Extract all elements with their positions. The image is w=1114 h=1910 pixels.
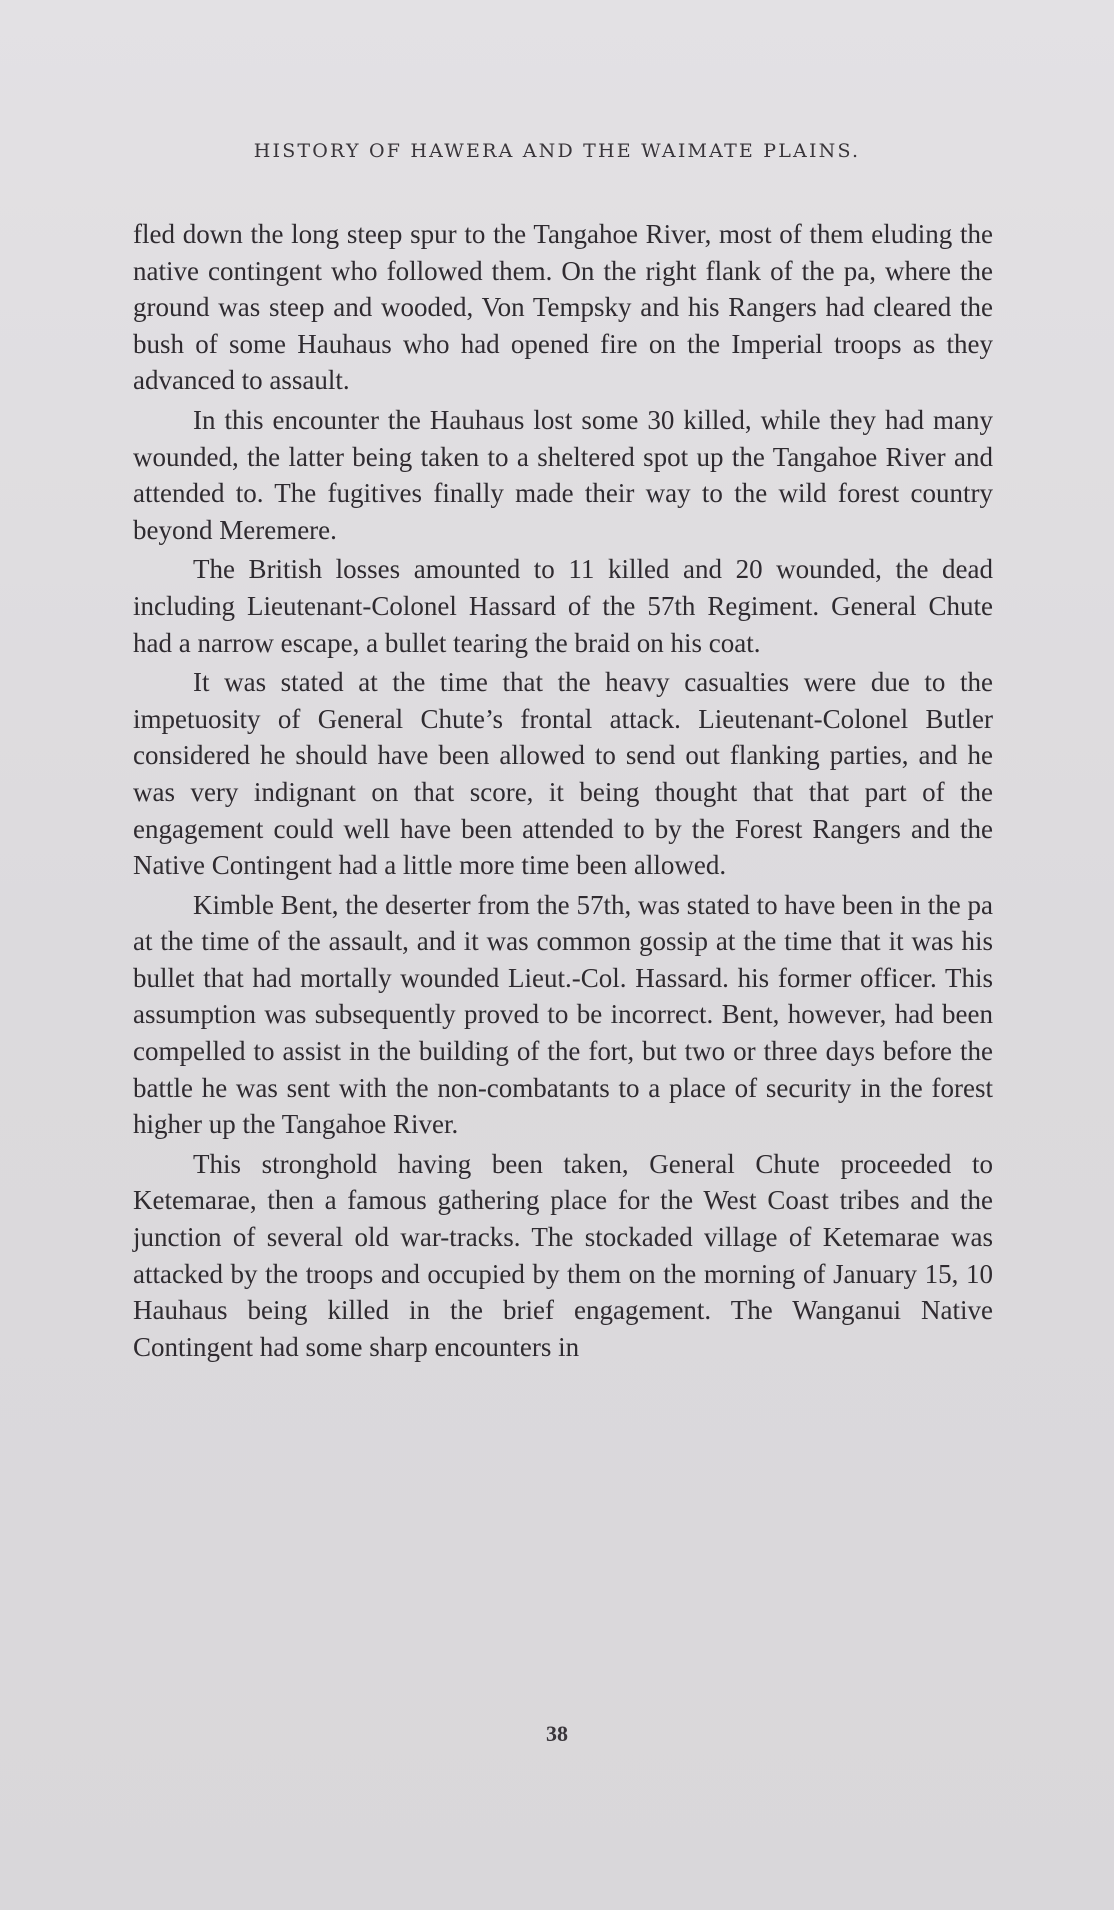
paragraph-4: It was stated at the time that the heavy casualties were due to the impetuosity of General Chute’s frontal attack. Lieutenant-Colonel Butler considered he should have been allowed to send out flanking parties, and he was very indignant on that score, it being thought that that part of the engagement could well have been attended to by the Forest Rangers and the Native Contingent had a little more time been allowed. <box>133 667 993 881</box>
body-text <box>133 216 993 1368</box>
running-title: HISTORY OF HAWERA AND THE WAIMATE PLAINS. <box>253 140 861 162</box>
paragraph-6: This stronghold having been taken, General Chute proceeded to Ketemarae, then a famous gathering place for the West Coast tribes and the junction of several old war-tracks. The stockaded village of Ketemarae was attacked by the troops and occupied by them on the morning of January 15, 10 Hauhaus being killed in the brief engagement. The Wanganui Native Contingent had some sharp encounters in <box>133 1148 993 1362</box>
paragraph-5: Kimble Bent, the deserter from the 57th, was stated to have been in the pa at the time of the assault, and it was common gossip at the time that it was his bullet that had mortally wounded Lieut.-Col. Hassard. his former officer. This assumption was subsequently proved to be incorrect. Bent, however, had been compelled to assist in the building of the fort, but two or three days before the battle he was sent with the non-combatants to a place of security in the forest higher up the Tangahoe River. <box>133 889 993 1140</box>
paragraph-2: In this encounter the Hauhaus lost some 30 killed, while they had many wounded, the latter being taken to a sheltered spot up the Tangahoe River and attended to. The fugitives finally made their way to the wild forest country beyond Meremere. <box>133 404 993 545</box>
paragraph-3: The British losses amounted to 11 killed and 20 wounded, the dead including Lieutenant-Colonel Hassard of the 57th Regiment. General Chute had a narrow escape, a bullet tearing the braid on his coat. <box>133 554 993 658</box>
page-number: 38 <box>546 1721 568 1746</box>
paragraph-1: fled down the long steep spur to the Tangahoe River, most of them eluding the native contingent who followed them. On the right flank of the pa, where the ground was steep and wooded, Von Tempsky and his Rangers had cleared the bush of some Hauhaus who had opened fire on the Imperial troops as they advanced to assault. <box>133 219 993 396</box>
